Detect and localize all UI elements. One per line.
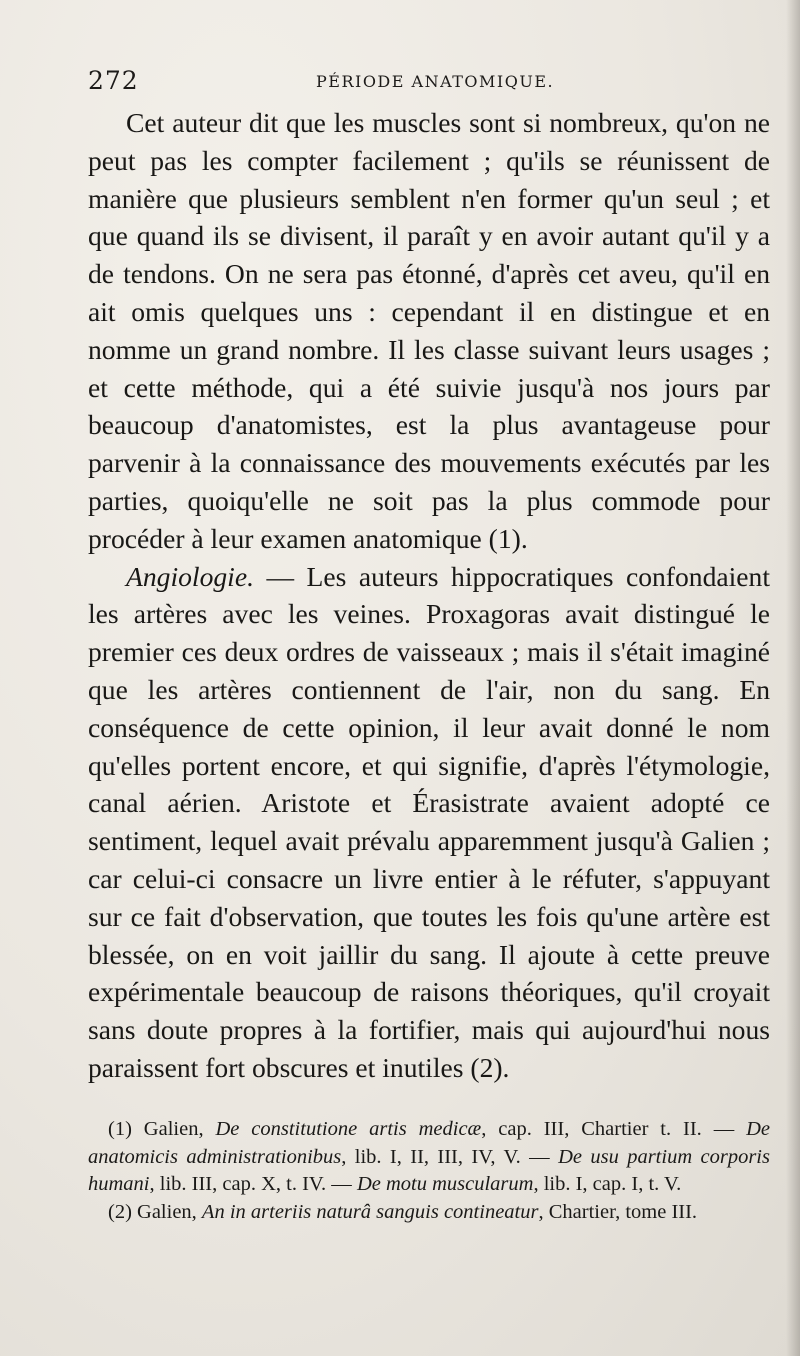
footnote-1-lead: (1) Galien,	[108, 1118, 216, 1140]
footnote-2-ref-1: , Chartier, tome III.	[538, 1200, 698, 1223]
footnote-2-lead: (2) Galien,	[108, 1200, 202, 1223]
footnote-1-ref-1: , cap. III, Chartier t. II. —	[481, 1118, 747, 1140]
paragraph-muscles: Cet auteur dit que les muscles sont si nombreux, qu'on ne peut pas les compter facilement ; qu'ils se réunissent de manière que plusieurs semblent n'en former qu'un seul ; et que quand ils se divisent, il paraît y en avoir autant qu'il y a de tendons. On ne sera pas étonné, d'après cet aveu, qu'il en ait omis quelques uns : cependant il en distingue et en nomme un grand nombre. Il les classe suivant leurs usages ; et cette méthode, qui a été suivie jusqu'à nos jours par beaucoup d'anatomistes, est la plus avantageuse pour parvenir à la connaissance des mouvements exécutés par les parties, quoiqu'elle ne soit pas la plus commode pour procéder à leur examen anatomique (1).	[88, 107, 770, 554]
footnote-1-title-1: De constitutione artis medicæ	[215, 1118, 482, 1140]
footnote-1-ref-4: , lib. I, cap. I, t. V.	[533, 1173, 682, 1195]
page-header	[88, 66, 768, 106]
section-heading-angiologie: Angiologie.	[126, 560, 254, 592]
footnote-1-title-3: De usu partium corporis humani	[88, 1145, 770, 1195]
running-head: PÉRIODE ANATOMIQUE.	[316, 72, 555, 91]
paragraph-angiologie-text: — Les auteurs hippocratiques confondaient les artères avec les veines. Proxagoras avait distingué le premier ces deux ordres de vaisseaux ; mais il s'était imaginé que les artères contiennent de l'air, non du sang. En conséquence de cette opinion, il leur avait donné le nom qu'elles portent encore, et qui signifie, d'après l'étymologie, canal aérien. Aristote et Érasistrate avaient adopté ce sentiment, lequel avait prévalu apparemment jusqu'à Galien ; car celui-ci consacre un livre entier à le réfuter, s'appuyant sur ce fait d'observation, que toutes les fois qu'une artère est blessée, on en voit jaillir du sang. Il ajoute à cette preuve expérimentale beaucoup de raisons théoriques, qu'il croyait sans doute propres à la fortifier, mais qui aujourd'hui nous paraissent fort obscures et inutiles (2).	[88, 560, 770, 1083]
footnote-1-title-4: De motu muscularum	[356, 1173, 534, 1195]
body-text	[88, 104, 770, 1087]
page-gutter-shadow	[786, 0, 800, 1356]
footnote-2-title-1: An in arteriis naturâ sanguis contineatur	[201, 1200, 539, 1223]
paragraph-angiologie	[88, 558, 770, 1087]
footnote-1	[88, 1116, 770, 1199]
footnotes	[88, 1116, 770, 1226]
footnote-1-ref-3: , lib. III, cap. X, t. IV. —	[149, 1173, 357, 1195]
footnote-2	[88, 1199, 770, 1227]
page-number: 272	[88, 66, 139, 95]
footnote-1-title-2: De anatomicis administrationibus	[88, 1118, 770, 1168]
footnote-1-ref-2: , lib. I, II, III, IV, V. —	[341, 1145, 559, 1168]
